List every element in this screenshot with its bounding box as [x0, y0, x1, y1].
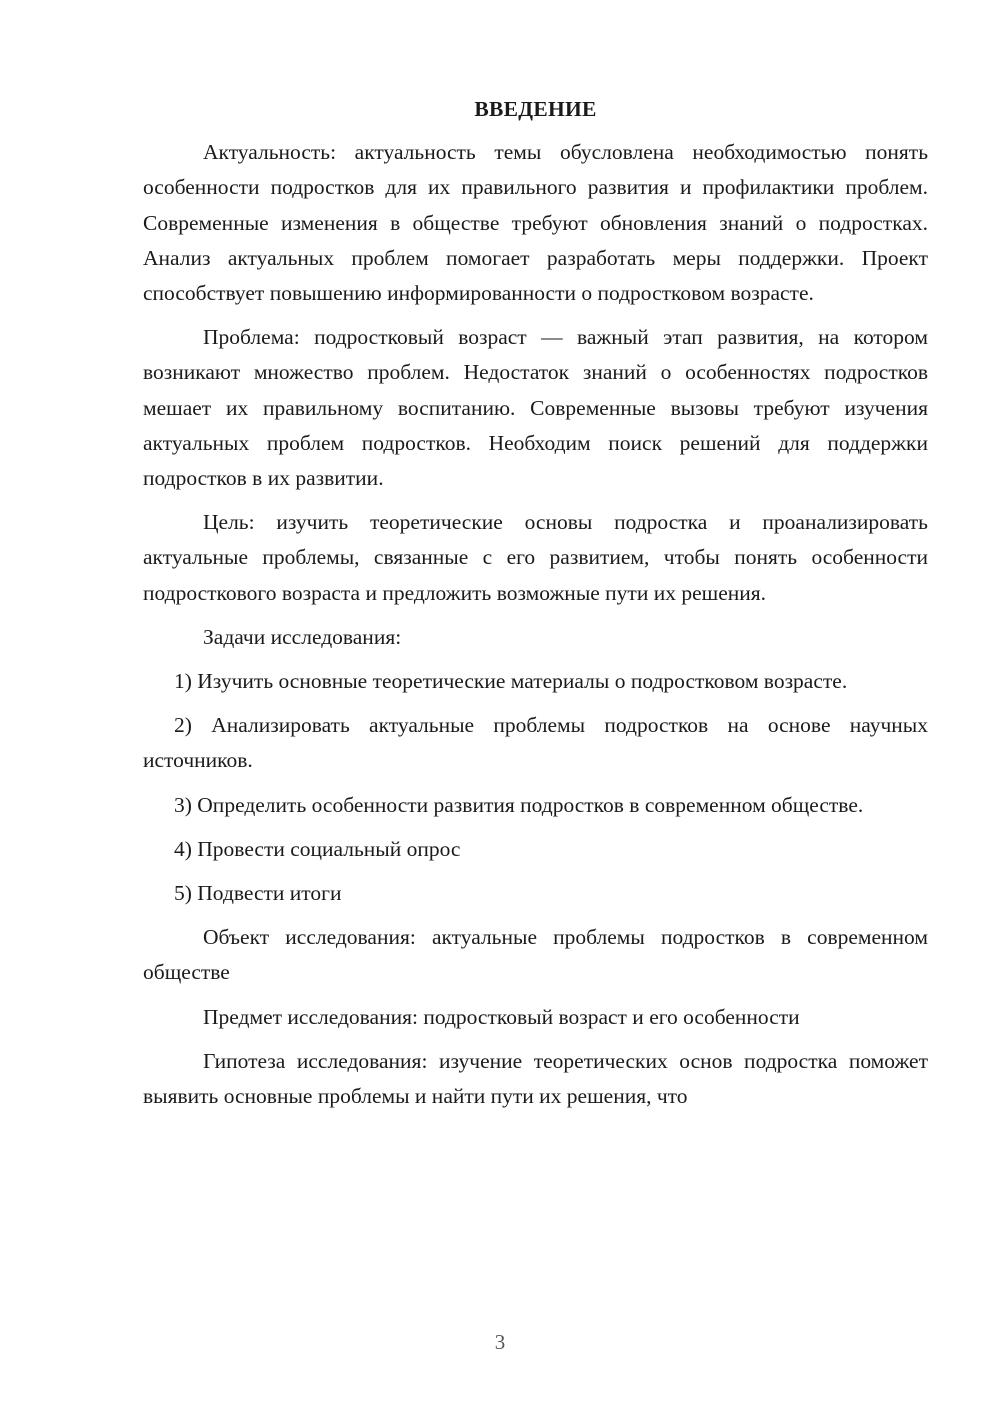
document-page	[143, 92, 928, 1123]
task-item-5: 5) Подвести итоги	[174, 881, 342, 906]
hypothesis-paragraph: Гипотеза исследования: изучение теоретических основ подростка поможет выявить основные проблемы и найти пути их решения, что	[143, 1048, 928, 1109]
task-item-2: 2) Анализировать актуальные проблемы подростков на основе научных источников.	[143, 713, 928, 773]
relevance-paragraph: Актуальность: актуальность темы обусловлена необходимостью понять особенности подростков для их правильного развития и профилактики проблем. Современные изменения в обществе требуют обновления знаний о подростках. Анализ актуальных проблем помогает разработать меры поддержки. Проект способствует повышению информированности о подростковом возрасте.	[143, 140, 928, 306]
tasks-heading: Задачи исследования:	[203, 624, 402, 649]
object-paragraph: Объект исследования: актуальные проблемы подростков в современном обществе	[143, 925, 928, 985]
section-title: ВВЕДЕНИЕ	[474, 97, 597, 121]
task-item-4: 4) Провести социальный опрос	[174, 836, 461, 861]
task-item-3: 3) Определить особенности развития подростков в современном обществе.	[174, 792, 864, 817]
goal-paragraph: Цель: изучить теоретические основы подростка и проанализировать актуальные проблемы, связанные с его развитием, чтобы понять особенности подросткового возраста и предложить возможные пути их решения.	[143, 510, 928, 605]
page-number: 3	[494, 1330, 506, 1354]
task-item-1: 1) Изучить основные теоретические материалы о подростковом возрасте.	[174, 669, 848, 694]
subject-paragraph: Предмет исследования: подростковый возраст и его особенности	[203, 1004, 800, 1029]
problem-paragraph: Проблема: подростковый возраст — важный этап развития, на котором возникают множество проблем. Недостаток знаний о особенностях подростков мешает их правильному воспитанию. Современные вызовы требуют изучения актуальных проблем подростков. Необходим поиск решений для поддержки подростков в их развитии.	[143, 325, 928, 491]
